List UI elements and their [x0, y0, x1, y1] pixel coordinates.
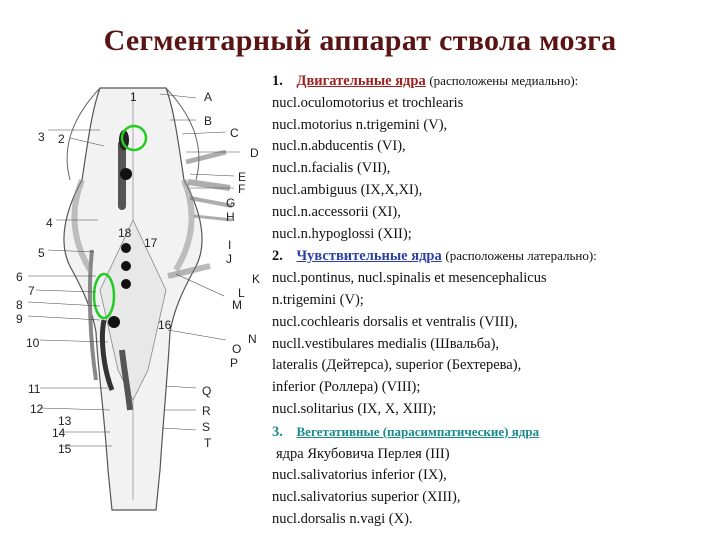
list-item: nucl.solitarius (IX, X, XIII);: [272, 400, 437, 417]
label-C: C: [230, 126, 239, 140]
section-1-number: 1.: [272, 73, 283, 89]
label-D: D: [250, 146, 259, 160]
section-2-number: 2.: [272, 248, 283, 265]
label-B: B: [204, 114, 213, 128]
label-11: 11: [28, 382, 41, 396]
label-R: R: [202, 404, 211, 418]
section-1-heading: [272, 70, 717, 93]
list-item: nucl.cochlearis dorsalis et ventralis (VIII),: [272, 313, 518, 330]
label-8: 8: [16, 298, 23, 312]
label-2: 2: [58, 132, 65, 146]
label-E: E: [238, 170, 247, 184]
label-16: 16: [158, 318, 172, 332]
section-2-note: (расположены латерально):: [445, 248, 597, 264]
label-15: 15: [58, 442, 72, 456]
label-F: F: [238, 182, 246, 196]
section-1-note: (расположены медиально):: [429, 73, 579, 88]
label-4: 4: [46, 216, 53, 230]
section-2-title: Чувствительные ядра: [296, 248, 442, 265]
list-item: nucl.ambiguus (IX,X,XI),: [272, 181, 423, 198]
list-item: n.trigemini (V);: [272, 291, 364, 308]
list-item: lateralis (Дейтерса), superior (Бехтерева),: [272, 357, 522, 374]
label-Q: Q: [202, 384, 212, 398]
label-A: A: [204, 90, 213, 104]
abducens-nucleus: [121, 243, 131, 253]
label-18: 18: [118, 226, 132, 240]
list-item: nucll.vestibulares medialis (Швальба),: [272, 335, 500, 352]
label-J: J: [226, 252, 232, 266]
list-item: nucl.oculomotorius et trochlearis: [272, 94, 464, 111]
list-item: nucl.n.accessorii (XI),: [272, 203, 401, 220]
list-item: nucl.n.abducentis (VI),: [272, 138, 406, 155]
brainstem-diagram: [0, 70, 270, 540]
facial-nucleus: [121, 261, 131, 271]
list-item: nucl.salivatorius superior (XIII),: [272, 489, 461, 506]
label-M: M: [232, 298, 242, 312]
label-6: 6: [16, 270, 23, 284]
list-item: nucl.n.facialis (VII),: [272, 160, 391, 177]
section-3-title: Вегетативные (парасимпатические) ядра: [296, 423, 540, 439]
label-I: I: [228, 238, 232, 252]
nerve-root-1: [186, 152, 226, 162]
list-item: nucl.motorius n.trigemini (V),: [272, 116, 448, 133]
label-3: 3: [38, 130, 45, 144]
hypoglossal-nucleus: [108, 316, 120, 328]
label-1: 1: [130, 90, 137, 104]
nuclei-list: [272, 70, 717, 531]
label-G: G: [226, 196, 236, 210]
page-title: Сегментарный аппарат ствола мозга: [103, 24, 617, 57]
nerve-root-2: [188, 182, 230, 188]
section-2-heading: [272, 245, 717, 268]
label-K: K: [252, 272, 261, 286]
label-5: 5: [38, 246, 45, 260]
list-item: ядра Якубовича Перлея (III): [276, 445, 450, 462]
section-3-heading: [272, 421, 717, 444]
section-3-number: 3.: [272, 423, 283, 440]
list-item: nucl.salivatorius inferior (IX),: [272, 467, 447, 484]
label-14: 14: [52, 426, 66, 440]
trochlear-nucleus: [120, 168, 132, 180]
label-13: 13: [58, 414, 72, 428]
label-N: N: [248, 332, 257, 346]
label-17: 17: [144, 236, 158, 250]
label-P: P: [230, 356, 239, 370]
label-10: 10: [26, 336, 40, 350]
list-item: nucl.pontinus, nucl.spinalis et mesencephalicus: [272, 270, 547, 287]
label-L: L: [238, 286, 245, 300]
label-S: S: [202, 420, 211, 434]
list-item: nucl.dorsalis n.vagi (X).: [272, 510, 413, 527]
label-9: 9: [16, 312, 23, 326]
list-item: inferior (Роллера) (VIII);: [272, 379, 421, 396]
list-item: nucl.n.hypoglossi (XII);: [272, 225, 412, 242]
label-H: H: [226, 210, 235, 224]
section-1-title: Двигательные ядра: [296, 73, 426, 89]
ambiguus-nucleus: [121, 279, 131, 289]
label-T: T: [204, 436, 212, 450]
label-O: O: [232, 342, 242, 356]
label-12: 12: [30, 402, 44, 416]
label-7: 7: [28, 284, 35, 298]
